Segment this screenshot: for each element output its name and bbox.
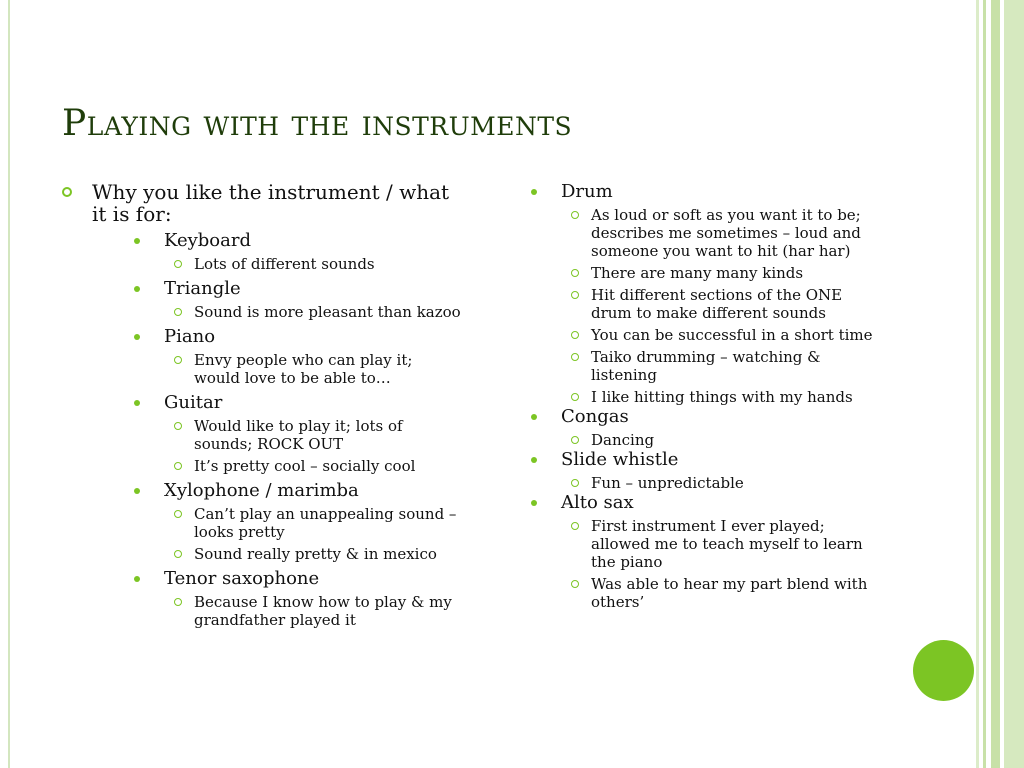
note-text: As loud or soft as you want it to be; describes me sometimes – loud and someone you want to hit (har har)	[591, 206, 861, 260]
note-text: Can’t play an unappealing sound – looks pretty	[194, 505, 457, 541]
instrument-note	[530, 264, 880, 282]
left-border-line	[8, 0, 10, 768]
ring-bullet-icon	[571, 291, 579, 299]
note-text: It’s pretty cool – socially cool	[194, 457, 416, 475]
instrument-name: Guitar	[164, 392, 223, 413]
instrument-note	[92, 255, 462, 273]
instrument-note	[530, 474, 880, 492]
note-text: You can be successful in a short time	[591, 326, 873, 344]
instrument-name: Tenor saxophone	[164, 568, 320, 589]
instrument-note	[92, 505, 462, 541]
left-heading: Why you like the instrument / what it is for:	[92, 180, 450, 226]
instrument-name: Slide whistle	[561, 449, 679, 470]
instrument-note	[92, 351, 462, 387]
instrument-note	[530, 388, 880, 406]
dot-bullet-icon	[134, 238, 140, 244]
dot-bullet-icon	[134, 286, 140, 292]
instrument-item	[92, 392, 462, 413]
note-text: Sound is more pleasant than kazoo	[194, 303, 461, 321]
ring-bullet-icon	[62, 187, 72, 197]
instrument-note	[530, 517, 880, 571]
note-text: Would like to play it; lots of sounds; ROCK OUT	[194, 417, 403, 453]
instrument-note	[92, 593, 462, 629]
note-text: Taiko drumming – watching & listening	[591, 348, 821, 384]
ring-bullet-icon	[571, 436, 579, 444]
dot-bullet-icon	[134, 576, 140, 582]
instrument-name: Piano	[164, 326, 216, 347]
instrument-item	[92, 568, 462, 589]
instrument-note	[530, 431, 880, 449]
left-heading-item	[62, 181, 462, 629]
instrument-note	[530, 286, 880, 322]
ring-bullet-icon	[174, 462, 182, 470]
ring-bullet-icon	[174, 422, 182, 430]
decorative-band	[991, 0, 1000, 768]
instrument-name: Drum	[561, 181, 613, 202]
ring-bullet-icon	[571, 353, 579, 361]
instrument-item	[530, 406, 880, 427]
decorative-band	[983, 0, 986, 768]
instrument-name: Triangle	[164, 278, 241, 299]
slide-title: Playing with the instruments	[62, 103, 573, 144]
ring-bullet-icon	[571, 393, 579, 401]
note-text: Sound really pretty & in mexico	[194, 545, 437, 563]
decorative-circle-icon	[913, 640, 974, 701]
ring-bullet-icon	[571, 479, 579, 487]
dot-bullet-icon	[134, 334, 140, 340]
ring-bullet-icon	[174, 260, 182, 268]
ring-bullet-icon	[174, 308, 182, 316]
instrument-item	[92, 326, 462, 347]
note-text: Hit different sections of the ONE drum to make different sounds	[591, 286, 843, 322]
instrument-name: Congas	[561, 406, 629, 427]
dot-bullet-icon	[134, 400, 140, 406]
instrument-note	[92, 457, 462, 475]
instrument-name: Keyboard	[164, 230, 252, 251]
ring-bullet-icon	[571, 331, 579, 339]
instrument-item	[92, 278, 462, 299]
dot-bullet-icon	[531, 189, 537, 195]
instrument-name: Xylophone / marimba	[164, 480, 359, 501]
decorative-band	[1004, 0, 1024, 768]
note-text: Because I know how to play & my grandfather played it	[194, 593, 452, 629]
note-text: There are many many kinds	[591, 264, 804, 282]
note-text: Fun – unpredictable	[591, 474, 744, 492]
ring-bullet-icon	[174, 550, 182, 558]
ring-bullet-icon	[571, 211, 579, 219]
note-text: Was able to hear my part blend with others’	[591, 575, 868, 611]
ring-bullet-icon	[174, 356, 182, 364]
decorative-band	[976, 0, 979, 768]
instrument-note	[530, 206, 880, 260]
instrument-note	[530, 575, 880, 611]
instrument-note	[530, 348, 880, 384]
instrument-note	[92, 545, 462, 563]
ring-bullet-icon	[571, 580, 579, 588]
instrument-note	[530, 326, 880, 344]
right-decorative-bands	[976, 0, 1024, 768]
note-text: Dancing	[591, 431, 655, 449]
instrument-item	[530, 181, 880, 202]
note-text: I like hitting things with my hands	[591, 388, 853, 406]
instrument-item	[92, 480, 462, 501]
dot-bullet-icon	[531, 500, 537, 506]
instrument-item	[92, 230, 462, 251]
right-column	[530, 181, 880, 611]
note-text: Lots of different sounds	[194, 255, 375, 273]
left-column	[62, 181, 462, 629]
ring-bullet-icon	[174, 598, 182, 606]
note-text: First instrument I ever played; allowed me to teach myself to learn the piano	[591, 517, 863, 571]
note-text: Envy people who can play it; would love to be able to…	[194, 351, 413, 387]
dot-bullet-icon	[531, 457, 537, 463]
ring-bullet-icon	[174, 510, 182, 518]
instrument-name: Alto sax	[561, 492, 634, 513]
dot-bullet-icon	[531, 414, 537, 420]
instrument-note	[92, 417, 462, 453]
instrument-note	[92, 303, 462, 321]
ring-bullet-icon	[571, 522, 579, 530]
instrument-item	[530, 492, 880, 513]
dot-bullet-icon	[134, 488, 140, 494]
ring-bullet-icon	[571, 269, 579, 277]
instrument-item	[530, 449, 880, 470]
